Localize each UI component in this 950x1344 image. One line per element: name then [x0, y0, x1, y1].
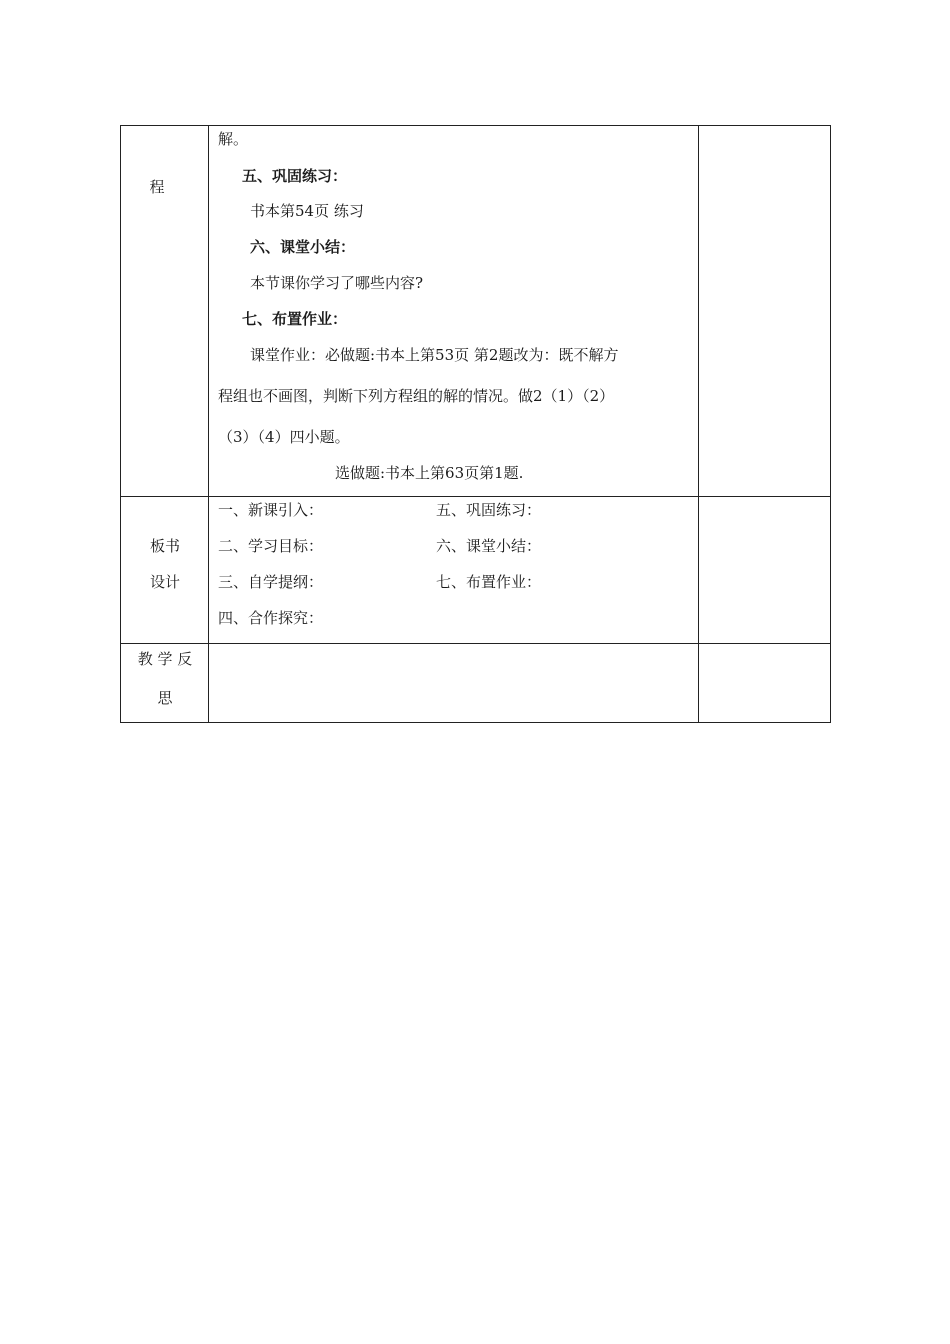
board-item: 五、巩固练习：	[436, 501, 542, 519]
board-item: 三、自学提纲：	[218, 573, 324, 591]
board-item: 四、合作探究：	[218, 609, 324, 627]
board-notes-cell	[699, 497, 830, 643]
board-label-line1: 板书	[149, 537, 180, 555]
text-line: 书本第54页 练习	[250, 202, 364, 220]
board-item: 七、布置作业：	[436, 573, 542, 591]
process-label-cell	[121, 126, 209, 496]
text-line: （3）（4）四小题。	[218, 428, 350, 446]
text-line: 解。	[218, 130, 249, 148]
reflection-row	[121, 644, 830, 722]
lesson-plan-table	[120, 125, 831, 723]
process-label: 程	[149, 178, 165, 196]
board-item: 二、学习目标：	[218, 537, 324, 555]
process-notes-cell	[699, 126, 830, 496]
board-label-cell	[121, 497, 209, 643]
reflection-content-cell	[209, 644, 699, 722]
board-item: 一、新课引入：	[218, 501, 324, 519]
reflection-label-cell	[121, 644, 209, 722]
text-line: 程组也不画图，判断下列方程组的解的情况。做2（1）（2）	[218, 387, 615, 405]
text-line: 课堂作业：必做题:书本上第53页 第2题改为：既不解方	[250, 346, 619, 364]
section-heading: 五、巩固练习：	[242, 167, 348, 185]
board-label-line2: 设计	[149, 573, 180, 591]
section-heading: 七、布置作业：	[242, 310, 348, 328]
board-item: 六、课堂小结：	[436, 537, 542, 555]
reflection-label-line1: 教 学 反	[137, 650, 193, 668]
text-line: 选做题:书本上第63页第1题.	[335, 464, 524, 482]
text-line: 本节课你学习了哪些内容?	[250, 274, 424, 292]
process-row	[121, 126, 830, 497]
board-design-row	[121, 497, 830, 644]
reflection-label-line2: 思	[157, 689, 173, 707]
reflection-notes-cell	[699, 644, 830, 722]
process-content-cell	[209, 126, 699, 496]
section-heading: 六、课堂小结：	[250, 238, 356, 256]
board-content-cell	[209, 497, 699, 643]
